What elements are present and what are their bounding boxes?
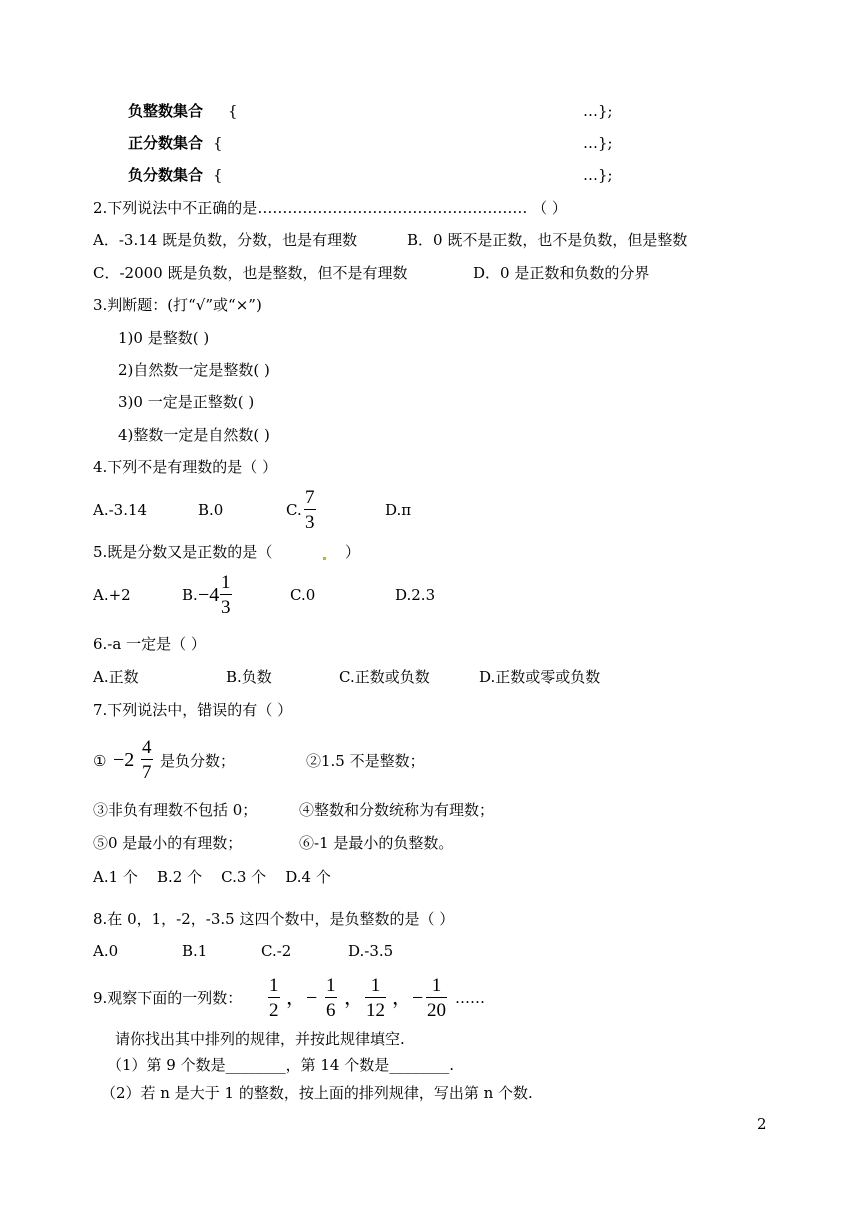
q7-fraction-numerator: 4 (142, 737, 152, 758)
q9-instruction: 请你找出其中排列的规律，并按此规律填空. (115, 1030, 405, 1048)
q7-statement-6: ⑥-1 是最小的负整数。 (299, 834, 454, 852)
q9-separator-3: ，− (392, 987, 424, 1009)
q7-stem: 7.下列说法中，错误的有（ ） (93, 701, 293, 719)
q5-stem: 5.既是分数又是正数的是（ (93, 543, 273, 561)
fraction-bar (325, 997, 337, 998)
q7-fraction-denominator: 7 (142, 762, 152, 783)
q8-option-a: A.0 (93, 942, 119, 960)
q3-item-3: 3)0 一定是正整数( ) (118, 393, 255, 411)
q9-fraction-3 (365, 976, 386, 1020)
pos-frac-set-label: 正分数集合 (128, 134, 204, 152)
q5-fraction-denominator: 3 (221, 597, 231, 618)
q7-statement-3: ③非负有理数不包括 0； (93, 801, 258, 819)
q8-stem: 8.在 0，1，-2，-3.5 这四个数中，是负整数的是（ ） (93, 910, 455, 928)
q2-option-d: D．0 是正数和负数的分界 (473, 264, 650, 282)
q4-option-c-fraction (304, 488, 316, 532)
neg-int-set-end: …}; (583, 102, 613, 120)
page-number: 2 (757, 1115, 767, 1133)
q5-option-b-fraction (220, 573, 232, 617)
neg-frac-set-brace: { (213, 166, 223, 184)
fraction-bar (268, 997, 280, 998)
q3-stem: 3.判断题：(打“√”或“×”) (93, 296, 262, 314)
fraction-bar (426, 997, 447, 998)
q9-fraction-4 (426, 976, 447, 1020)
q3-item-4: 4)整数一定是自然数( ) (118, 426, 270, 444)
q5-option-d: D.2.3 (395, 586, 436, 604)
q6-option-b: B.负数 (226, 668, 272, 686)
q5-stem-close: ） (345, 543, 361, 561)
q9-part-1: （1）第 9 个数是________，第 14 个数是________. (107, 1056, 455, 1074)
q4-option-c-prefix: C. (286, 501, 302, 519)
q4-option-a: A.-3.14 (93, 501, 148, 519)
neg-frac-set-end: …}; (583, 166, 613, 184)
q5-option-c: C.0 (290, 586, 316, 604)
neg-int-set-brace: { (228, 102, 238, 120)
q5-dot-mark (323, 557, 326, 560)
q9-separator-2: ， (344, 987, 364, 1009)
q7-statement-1-marker: ① (93, 752, 107, 770)
neg-int-set-label: 负整数集合 (128, 102, 204, 120)
q4-fraction-denominator: 3 (305, 512, 315, 533)
q2-stem: 2.下列说法中不正确的是……………………………………………… （ ） (93, 199, 567, 217)
q2-option-a: A．-3.14 既是负数，分数，也是有理数 (93, 231, 358, 249)
q7-statement-1-whole: −2 (113, 749, 135, 771)
q9-fraction-2 (325, 976, 337, 1020)
q8-option-c: C.-2 (261, 942, 292, 960)
q9-fraction-4-numerator: 1 (431, 975, 442, 996)
q2-option-b: B．0 既不是正数，也不是负数，但是整数 (407, 231, 688, 249)
q9-fraction-1-denominator: 2 (269, 1000, 279, 1021)
q4-option-b: B.0 (198, 501, 224, 519)
fraction-bar (141, 759, 153, 760)
fraction-bar (220, 594, 232, 595)
fraction-bar (365, 997, 386, 998)
q7-statement-1-suffix: 是负分数； (160, 752, 236, 770)
q3-item-2: 2)自然数一定是整数( ) (118, 361, 270, 379)
q9-fraction-1 (268, 976, 280, 1020)
pos-frac-set-brace: { (213, 134, 223, 152)
q8-option-d: D.-3.5 (348, 942, 394, 960)
q9-separator-1: ，− (286, 987, 318, 1009)
q7-options: A.1 个 B.2 个 C.3 个 D.4 个 (93, 868, 331, 886)
q4-fraction-numerator: 7 (305, 487, 315, 508)
q5-option-b-prefix: B. (182, 586, 198, 604)
q3-item-1: 1)0 是整数( ) (118, 329, 210, 347)
pos-frac-set-end: …}; (583, 134, 613, 152)
q7-statement-1-fraction (141, 738, 153, 782)
q7-statement-2: ②1.5 不是整数； (306, 752, 425, 770)
q7-statement-4: ④整数和分数统称为有理数； (299, 801, 495, 819)
q8-option-b: B.1 (182, 942, 208, 960)
q4-option-d: D.π (385, 501, 412, 519)
q9-fraction-2-denominator: 6 (326, 1000, 336, 1021)
neg-frac-set-label: 负分数集合 (128, 166, 204, 184)
q9-part-2: （2）若 n 是大于 1 的整数，按上面的排列规律，写出第 n 个数. (101, 1084, 533, 1102)
q9-stem: 9.观察下面的一列数： (93, 989, 243, 1007)
q9-ellipsis: …… (455, 989, 485, 1007)
q9-fraction-4-denominator: 20 (427, 1000, 446, 1021)
q9-fraction-3-denominator: 12 (366, 1000, 385, 1021)
q4-stem: 4.下列不是有理数的是（ ） (93, 458, 278, 476)
q5-fraction-numerator: 1 (221, 572, 231, 593)
q2-option-c: C．-2000 既是负数，也是整数，但不是有理数 (93, 264, 408, 282)
q6-option-c: C.正数或负数 (339, 668, 430, 686)
q6-option-a: A.正数 (93, 668, 139, 686)
q5-option-a: A.+2 (93, 586, 131, 604)
q9-fraction-3-numerator: 1 (370, 975, 381, 996)
q9-fraction-2-numerator: 1 (326, 975, 336, 996)
q6-stem: 6.-a 一定是（ ） (93, 635, 206, 653)
fraction-bar (304, 509, 316, 510)
q5-option-b-whole: −4 (198, 584, 220, 606)
q9-fraction-1-numerator: 1 (269, 975, 279, 996)
q6-option-d: D.正数或零或负数 (479, 668, 601, 686)
q7-statement-5: ⑤0 是最小的有理数； (93, 834, 243, 852)
